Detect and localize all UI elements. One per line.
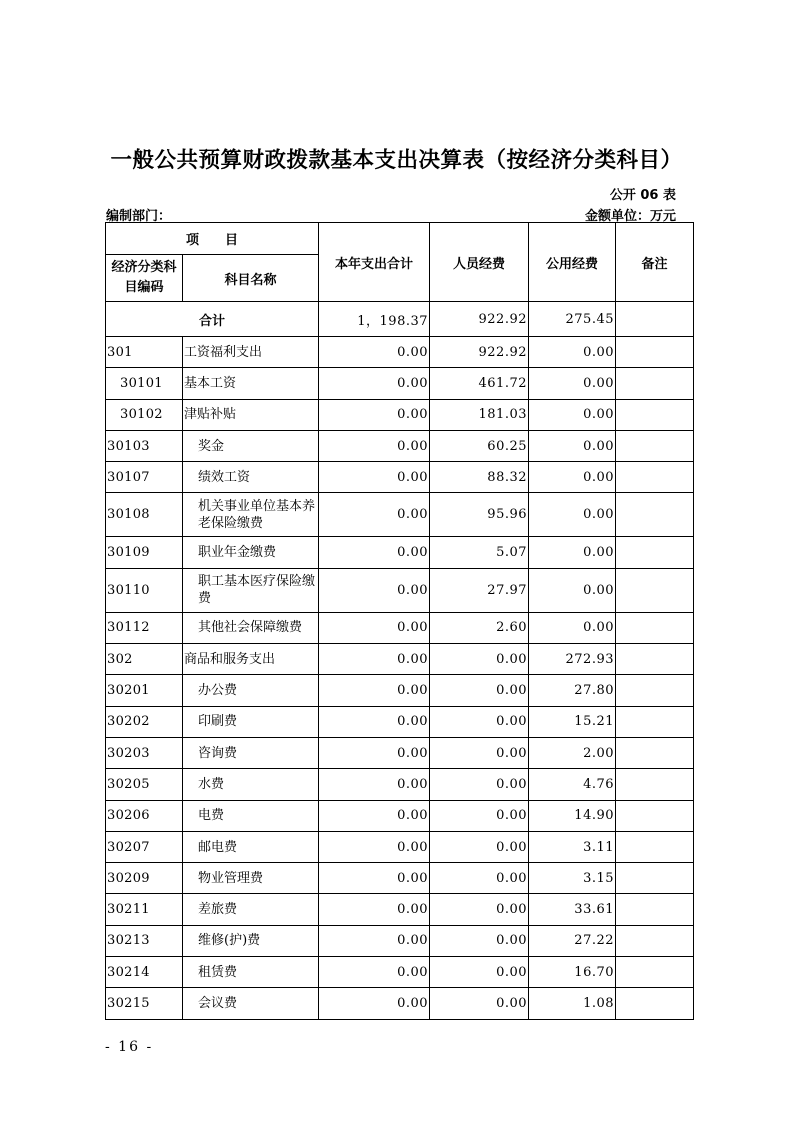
row-code: 30108 xyxy=(106,493,183,537)
row-code: 30109 xyxy=(106,537,183,568)
row-total: 0.00 xyxy=(319,800,430,831)
row-public: 15.21 xyxy=(529,706,616,737)
row-code: 30107 xyxy=(106,462,183,493)
row-remark xyxy=(616,399,694,430)
table-row xyxy=(106,337,694,368)
row-public: 3.15 xyxy=(529,863,616,894)
row-name: 其他社会保障缴费 xyxy=(183,612,319,643)
table-row xyxy=(106,568,694,612)
row-personnel: 95.96 xyxy=(430,493,529,537)
row-remark xyxy=(616,737,694,768)
row-total: 0.00 xyxy=(319,737,430,768)
row-remark xyxy=(616,430,694,461)
expenditure-table xyxy=(105,222,694,1020)
table-row xyxy=(106,612,694,643)
table-row xyxy=(106,430,694,461)
row-personnel: 0.00 xyxy=(430,737,529,768)
row-personnel: 0.00 xyxy=(430,831,529,862)
row-total: 0.00 xyxy=(319,399,430,430)
row-name: 基本工资 xyxy=(183,368,319,399)
row-name: 维修(护)费 xyxy=(183,925,319,956)
row-name: 机关事业单位基本养老保险缴费 xyxy=(183,493,319,537)
row-code: 30103 xyxy=(106,430,183,461)
row-public: 0.00 xyxy=(529,612,616,643)
row-personnel: 181.03 xyxy=(430,399,529,430)
row-code: 30201 xyxy=(106,675,183,706)
row-remark xyxy=(616,894,694,925)
row-name: 差旅费 xyxy=(183,894,319,925)
row-total: 0.00 xyxy=(319,925,430,956)
row-personnel: 0.00 xyxy=(430,675,529,706)
row-public: 1.08 xyxy=(529,988,616,1019)
row-personnel: 5.07 xyxy=(430,537,529,568)
header-project: 项 目 xyxy=(106,223,319,255)
row-code: 30203 xyxy=(106,737,183,768)
row-name: 邮电费 xyxy=(183,831,319,862)
table-row xyxy=(106,988,694,1019)
row-total: 0.00 xyxy=(319,568,430,612)
row-remark xyxy=(616,957,694,988)
header-personnel: 人员经费 xyxy=(430,223,529,302)
row-code: 30214 xyxy=(106,957,183,988)
total-amount: 1，198.37 xyxy=(319,302,430,337)
row-public: 0.00 xyxy=(529,568,616,612)
row-remark xyxy=(616,925,694,956)
total-remark xyxy=(616,302,694,337)
row-public: 27.80 xyxy=(529,675,616,706)
unit-label: 金额单位：万元 xyxy=(584,209,676,224)
row-public: 0.00 xyxy=(529,368,616,399)
row-remark xyxy=(616,863,694,894)
row-total: 0.00 xyxy=(319,988,430,1019)
page-number: - 16 - xyxy=(105,1039,154,1055)
header-code: 经济分类科目编码 xyxy=(106,255,183,302)
row-total: 0.00 xyxy=(319,894,430,925)
row-public: 0.00 xyxy=(529,462,616,493)
form-number: 公开 06 表 xyxy=(609,188,676,203)
row-personnel: 0.00 xyxy=(430,769,529,800)
row-total: 0.00 xyxy=(319,706,430,737)
row-code: 30211 xyxy=(106,894,183,925)
row-personnel: 0.00 xyxy=(430,863,529,894)
row-total: 0.00 xyxy=(319,644,430,675)
row-total: 0.00 xyxy=(319,368,430,399)
row-total: 0.00 xyxy=(319,612,430,643)
row-name: 水费 xyxy=(183,769,319,800)
row-personnel: 461.72 xyxy=(430,368,529,399)
table-row xyxy=(106,737,694,768)
table-row xyxy=(106,769,694,800)
table-row xyxy=(106,493,694,537)
row-total: 0.00 xyxy=(319,675,430,706)
row-remark xyxy=(616,368,694,399)
row-personnel: 0.00 xyxy=(430,925,529,956)
table-row xyxy=(106,863,694,894)
table-row xyxy=(106,675,694,706)
table-row xyxy=(106,537,694,568)
row-code: 30101 xyxy=(106,368,183,399)
row-remark xyxy=(616,831,694,862)
row-personnel: 0.00 xyxy=(430,988,529,1019)
row-remark xyxy=(616,493,694,537)
row-public: 27.22 xyxy=(529,925,616,956)
row-public: 33.61 xyxy=(529,894,616,925)
row-remark xyxy=(616,769,694,800)
row-remark xyxy=(616,612,694,643)
row-personnel: 27.97 xyxy=(430,568,529,612)
row-personnel: 0.00 xyxy=(430,957,529,988)
row-public: 0.00 xyxy=(529,493,616,537)
row-total: 0.00 xyxy=(319,863,430,894)
row-public: 2.00 xyxy=(529,737,616,768)
table-row xyxy=(106,894,694,925)
row-code: 30112 xyxy=(106,612,183,643)
row-name: 津贴补贴 xyxy=(183,399,319,430)
row-remark xyxy=(616,706,694,737)
row-public: 0.00 xyxy=(529,537,616,568)
row-total: 0.00 xyxy=(319,769,430,800)
row-code: 30215 xyxy=(106,988,183,1019)
header-total: 本年支出合计 xyxy=(319,223,430,302)
row-remark xyxy=(616,675,694,706)
row-personnel: 922.92 xyxy=(430,337,529,368)
row-total: 0.00 xyxy=(319,430,430,461)
total-label: 合计 xyxy=(106,302,319,337)
table-row xyxy=(106,644,694,675)
row-remark xyxy=(616,568,694,612)
table-row xyxy=(106,399,694,430)
row-public: 4.76 xyxy=(529,769,616,800)
table-row xyxy=(106,706,694,737)
row-public: 0.00 xyxy=(529,337,616,368)
row-name: 物业管理费 xyxy=(183,863,319,894)
row-personnel: 0.00 xyxy=(430,894,529,925)
row-personnel: 60.25 xyxy=(430,430,529,461)
total-personnel: 922.92 xyxy=(430,302,529,337)
row-public: 3.11 xyxy=(529,831,616,862)
row-personnel: 2.60 xyxy=(430,612,529,643)
row-public: 0.00 xyxy=(529,430,616,461)
row-personnel: 0.00 xyxy=(430,800,529,831)
row-code: 30202 xyxy=(106,706,183,737)
row-name: 租赁费 xyxy=(183,957,319,988)
row-total: 0.00 xyxy=(319,462,430,493)
row-total: 0.00 xyxy=(319,493,430,537)
row-code: 30209 xyxy=(106,863,183,894)
row-remark xyxy=(616,800,694,831)
row-name: 职工基本医疗保险缴费 xyxy=(183,568,319,612)
row-remark xyxy=(616,537,694,568)
row-name: 工资福利支出 xyxy=(183,337,319,368)
header-remark: 备注 xyxy=(616,223,694,302)
row-name: 职业年金缴费 xyxy=(183,537,319,568)
row-code: 30102 xyxy=(106,399,183,430)
row-name: 电费 xyxy=(183,800,319,831)
page-title: 一般公共预算财政拨款基本支出决算表（按经济分类科目） xyxy=(110,148,683,173)
row-total: 0.00 xyxy=(319,957,430,988)
row-code: 30206 xyxy=(106,800,183,831)
row-remark xyxy=(616,988,694,1019)
row-public: 14.90 xyxy=(529,800,616,831)
row-total: 0.00 xyxy=(319,537,430,568)
row-name: 印刷费 xyxy=(183,706,319,737)
row-code: 30205 xyxy=(106,769,183,800)
row-code: 30207 xyxy=(106,831,183,862)
header-public: 公用经费 xyxy=(529,223,616,302)
row-code: 30110 xyxy=(106,568,183,612)
row-public: 16.70 xyxy=(529,957,616,988)
row-public: 272.93 xyxy=(529,644,616,675)
row-code: 301 xyxy=(106,337,183,368)
row-name: 会议费 xyxy=(183,988,319,1019)
row-personnel: 88.32 xyxy=(430,462,529,493)
row-public: 0.00 xyxy=(529,399,616,430)
table-row xyxy=(106,925,694,956)
row-remark xyxy=(616,462,694,493)
table-row xyxy=(106,368,694,399)
row-remark xyxy=(616,644,694,675)
row-name: 绩效工资 xyxy=(183,462,319,493)
row-name: 商品和服务支出 xyxy=(183,644,319,675)
header-name: 科目名称 xyxy=(183,255,319,302)
table-row xyxy=(106,831,694,862)
dept-label: 编制部门： xyxy=(106,209,172,224)
row-name: 办公费 xyxy=(183,675,319,706)
row-name: 咨询费 xyxy=(183,737,319,768)
row-personnel: 0.00 xyxy=(430,644,529,675)
row-code: 30213 xyxy=(106,925,183,956)
table-row xyxy=(106,957,694,988)
row-remark xyxy=(616,337,694,368)
row-total: 0.00 xyxy=(319,831,430,862)
table-row xyxy=(106,800,694,831)
row-total: 0.00 xyxy=(319,337,430,368)
row-personnel: 0.00 xyxy=(430,706,529,737)
table-row xyxy=(106,462,694,493)
row-code: 302 xyxy=(106,644,183,675)
total-public: 275.45 xyxy=(529,302,616,337)
row-name: 奖金 xyxy=(183,430,319,461)
